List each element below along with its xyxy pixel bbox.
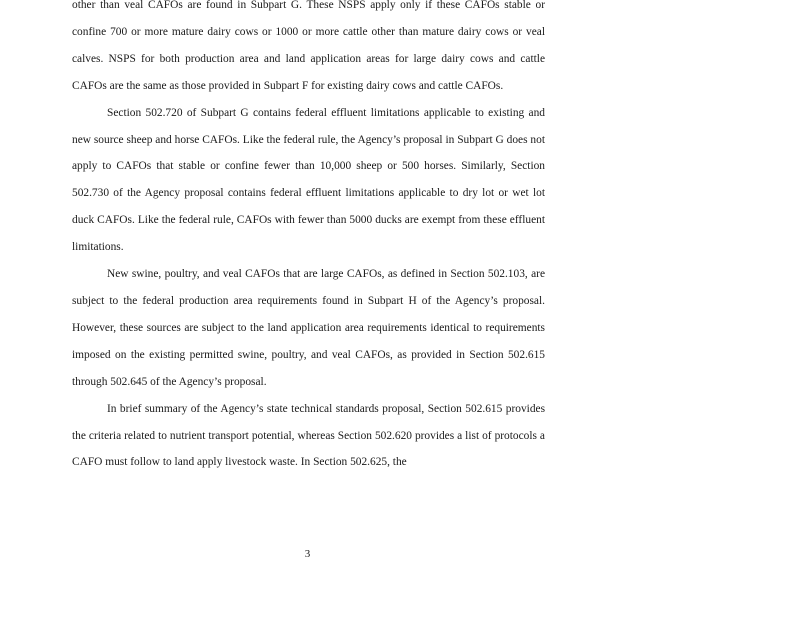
paragraph-technical-standards: In brief summary of the Agency’s state technical standards proposal, Section 502.615 provides the criteria related to nutrient transport potential, whereas Section 502.620 provides a list of protocols a CAFO must follow to land apply livestock waste. In Section 502.625, the (72, 402, 545, 469)
paragraph-continued: other than veal CAFOs are found in Subpart G. These NSPS apply only if these CAFOs stable or confine 700 or more mature dairy cows or 1000 or more cattle other than mature dairy cows or veal calves. NSPS for both production area and land application areas for large dairy cows and cattle CAFOs are the same as those provided in Subpart F for existing dairy cows and cattle CAFOs. (72, 0, 545, 92)
page-number: 3 (304, 548, 311, 560)
paragraph-new-swine-poultry-veal: New swine, poultry, and veal CAFOs that are large CAFOs, as defined in Section 502.103, are subject to the federal production area requirements found in Subpart H of the Agency’s proposal. However, these sources are subject to the land application area requirements identical to requirements imposed on the existing permitted swine, poultry, and veal CAFOs, as provided in Section 502.615 through 502.645 of the Agency’s proposal. (72, 268, 545, 388)
document-body (72, 0, 545, 476)
paragraph-sheep-horse-duck: Section 502.720 of Subpart G contains federal effluent limitations applicable to existing and new source sheep and horse CAFOs. Like the federal rule, the Agency’s proposal in Subpart G does not apply to CAFOs that stable or confine fewer than 10,000 sheep or 500 horses. Similarly, Section 502.730 of the Agency proposal contains federal effluent limitations applicable to dry lot or wet lot duck CAFOs. Like the federal rule, CAFOs with fewer than 5000 ducks are exempt from these effluent limitations. (72, 106, 545, 254)
